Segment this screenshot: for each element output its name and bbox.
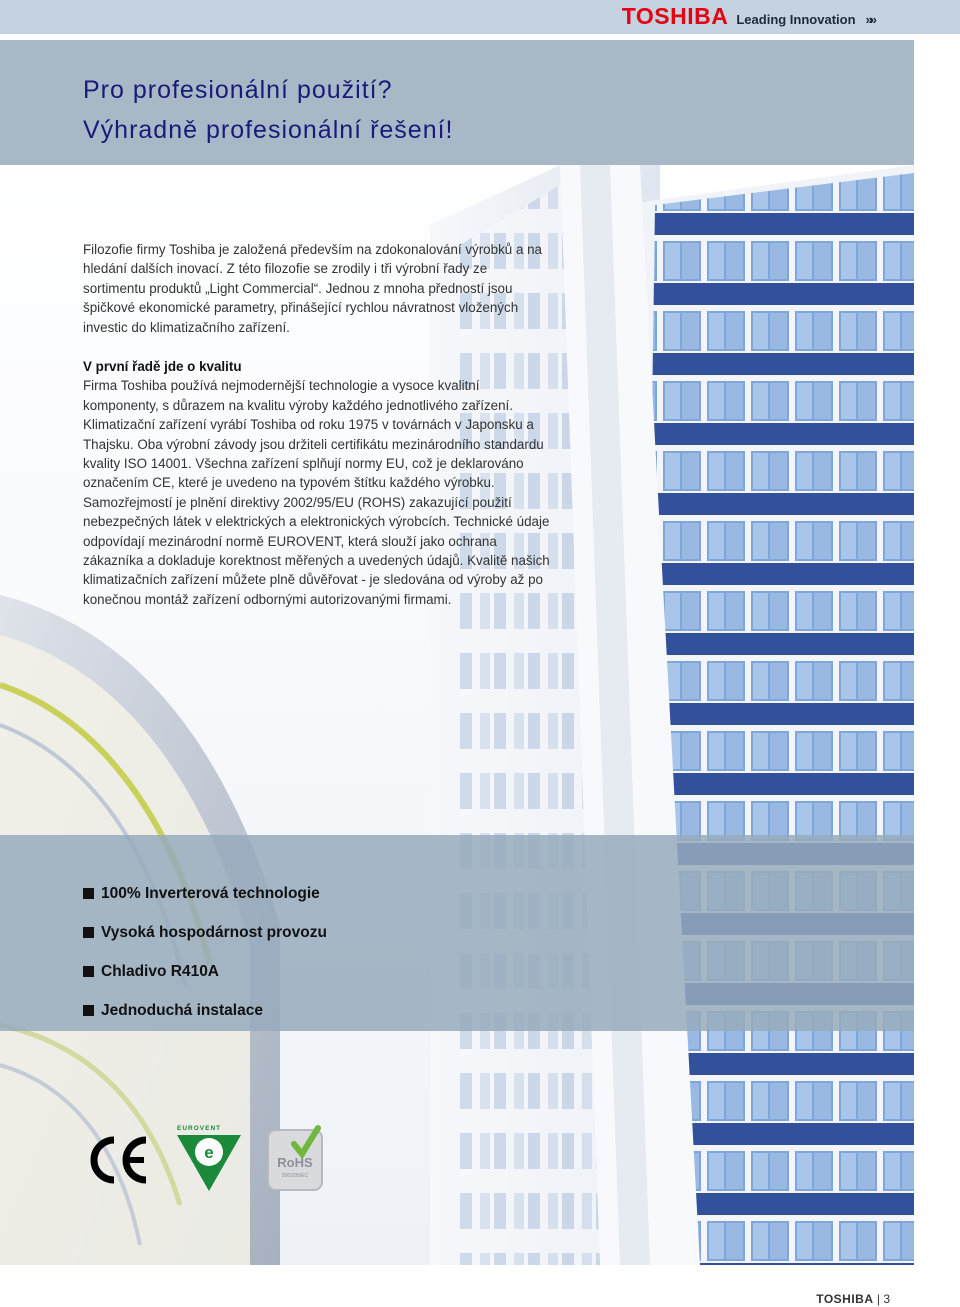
section-body: Firma Toshiba používá nejmodernější technologie a vysoce kvalitní komponenty, s důrazem na kvalitu výroby každého jednotlivého zařízení. Klimatizační zařízení vyrábí Toshiba od roku 1975 v továrnách v Japonsku a Thajsku. Oba výrobní závody jsou držiteli certifikátu mezinárodního standardu kvality ISO 14001. Všechna zařízení splňují normy EU, což je deklarováno označením CE, které je uvedeno na typovém štítku každého výrobku. Samozřejmostí je plnění direktivy 2002/95/EU (ROHS) zakazující použití nebezpečných látek v elektrických a elektronických výrobcích. Technické údaje odpovídají mezinárodní normě EUROVENT, která slouží jako ochrana zákazníka a dokladuje korektnost měřených a uvedených údajů. Kvalitě našich klimatizačních zařízení můžete plně důvěřovat - je sledována od výroby až po konečnou montáž zařízení odbornými autorizovanými firmami. [83,378,550,607]
headline-line-2: Výhradně profesionální řešení! [83,116,454,144]
footer-separator: | [876,1292,880,1306]
page-number: 3 [883,1292,890,1306]
rohs-label: RoHS [277,1155,313,1170]
square-bullet-icon [83,1005,94,1016]
feature-item [83,913,327,952]
feature-item [83,991,327,1030]
square-bullet-icon [83,927,94,938]
footer-brand: TOSHIBA [816,1292,874,1306]
brand-tagline: Leading Innovation [736,12,856,27]
square-bullet-icon [83,966,94,977]
eurovent-label: EUROVENT [177,1125,222,1132]
intro-paragraph: Filozofie firmy Toshiba je založená především na zdokonalování výrobků a na hledání dalších inovací. Z této filozofie se zrodily i tři výrobní řady ze sortimentu produktů „Light Commercial“. Jednou z mnoha předností jsou špičkové ekonomické parametry, přinášející rychlou návratnost vložených investic do klimatizačního zařízení. [83,242,543,335]
rohs-sublabel: 2002/95/EC [281,1173,309,1179]
section-heading: V první řadě jde o kvalitu [83,359,242,374]
feature-label: Vysoká hospodárnost provozu [101,923,327,941]
svg-text:e: e [204,1143,214,1162]
feature-item [83,952,327,991]
quality-section [83,357,553,609]
feature-label: 100% Inverterová technologie [101,884,320,902]
ce-label: CE [84,1122,86,1123]
page-title [83,70,454,150]
feature-label: Chladivo R410A [101,962,220,980]
square-bullet-icon [83,888,94,899]
rohs-logo-icon [268,1128,322,1190]
arrows-icon: »» [865,12,874,27]
brand-header [622,3,874,30]
toshiba-logo: TOSHIBA [621,3,729,29]
headline-line-1: Pro profesionální použití? [83,76,393,104]
feature-list [83,874,327,1030]
certification-logos [84,1122,334,1197]
eurovent-logo-icon [177,1125,241,1191]
page-footer [816,1292,890,1306]
feature-label: Jednoduchá instalace [101,1001,263,1019]
feature-item [83,874,327,913]
ce-mark-icon [94,1140,146,1180]
